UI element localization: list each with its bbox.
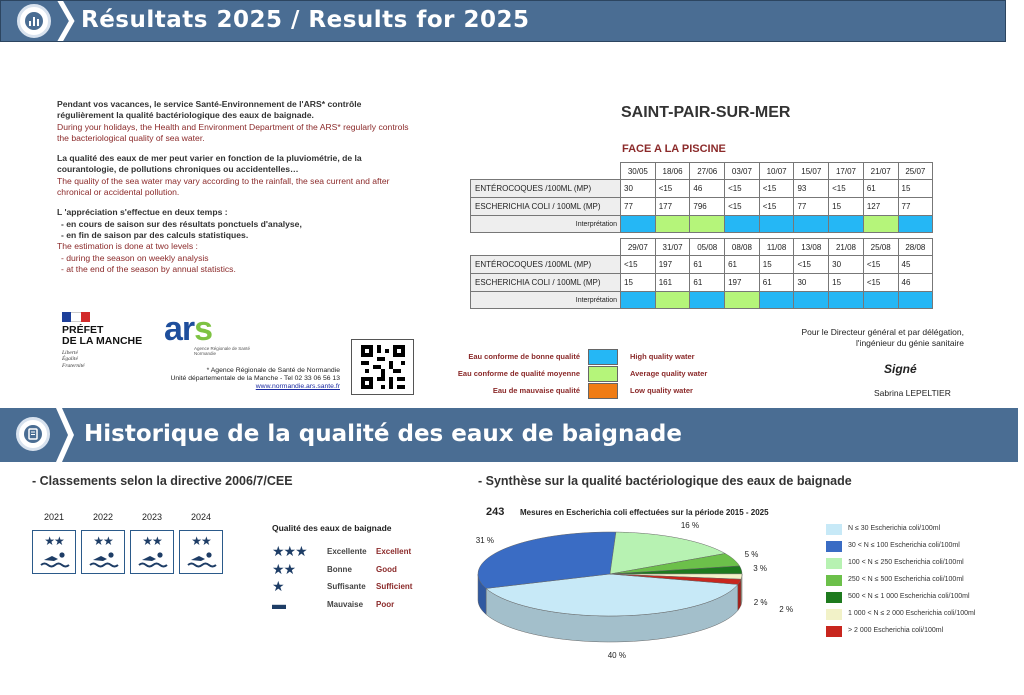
- pie-legend-label: > 2 000 Escherichia coli/100ml: [848, 627, 944, 634]
- stars-icon: ★★: [142, 534, 162, 548]
- intro-p3-fr-1: - en cours de saison sur des résultats ponctuels d'analyse,: [61, 218, 302, 229]
- entero-label: ENTÉROCOQUES /100ML (MP): [471, 256, 621, 274]
- quality-en: Poor: [376, 599, 395, 609]
- signatory-name: Sabrina LEPELTIER: [874, 388, 951, 398]
- date-cell: 30/05: [621, 163, 656, 180]
- interp-cell: [725, 292, 760, 309]
- pie-title: Mesures en Escherichia coli effectuées sur la période 2015 - 2025: [520, 508, 769, 517]
- intro-p2-en: The quality of the sea water may vary according to the rainfall, the sea current and after chronical or accidental pollution.: [57, 175, 390, 198]
- date-cell: 10/07: [759, 163, 794, 180]
- interp-cell: [725, 216, 760, 233]
- pie-slice-label: 16 %: [680, 521, 700, 531]
- year-label: 2023: [141, 512, 163, 522]
- date-cell: 21/07: [863, 163, 898, 180]
- quality-fr: Suffisante: [327, 582, 366, 591]
- ecoli-value: 77: [621, 198, 656, 216]
- quality-swatch: [588, 349, 618, 365]
- quality-legend-en: Average quality water: [630, 369, 708, 378]
- ecoli-value: 197: [725, 274, 760, 292]
- entero-value: <15: [621, 256, 656, 274]
- swimmer-icon: [187, 551, 217, 569]
- date-cell: 28/08: [898, 239, 933, 256]
- quality-legend-row: [430, 349, 730, 365]
- signed-label: Signé: [884, 362, 917, 376]
- interp-label: Interprétation: [471, 216, 621, 233]
- results-table-1: [470, 162, 933, 233]
- pie-slice-label: 40 %: [607, 650, 626, 660]
- date-cell: 25/08: [863, 239, 898, 256]
- entero-value: 30: [829, 256, 864, 274]
- ecoli-value: 61: [759, 274, 794, 292]
- entero-value: 61: [725, 256, 760, 274]
- ecoli-value: <15: [759, 198, 794, 216]
- quality-swatch: [588, 383, 618, 399]
- synthese-title: - Synthèse sur la qualité bactériologique des eaux de baignade: [478, 474, 852, 488]
- entero-value: 45: [898, 256, 933, 274]
- stars-icon: ★★: [44, 534, 64, 548]
- results-banner: [0, 0, 1006, 42]
- entero-value: 15: [898, 180, 933, 198]
- ecoli-value: 77: [898, 198, 933, 216]
- prefet-logo-text: PRÉFET DE LA MANCHE: [62, 324, 143, 347]
- entero-value: 197: [655, 256, 690, 274]
- intro-text: [57, 99, 417, 284]
- intro-p3-en: The estimation is done at two levels :: [57, 241, 198, 252]
- year-ranking-badge: [130, 530, 174, 574]
- quality-legend-fr: Eau de mauvaise qualité: [492, 386, 580, 395]
- chart-icon: [17, 4, 51, 38]
- date-cell: 03/07: [725, 163, 760, 180]
- intro-p3-en-1: - during the season on weekly analysis: [61, 252, 209, 263]
- interp-label: Interprétation: [471, 292, 621, 309]
- pie-legend-item: [826, 607, 1016, 623]
- quality-legend-en: High quality water: [630, 352, 695, 361]
- date-cell: 15/07: [794, 163, 829, 180]
- quality-fr: Excellente: [327, 547, 367, 556]
- pie-legend-swatch: [826, 575, 842, 586]
- ecoli-value: <15: [725, 198, 760, 216]
- entero-value: 61: [863, 180, 898, 198]
- interp-cell: [863, 292, 898, 309]
- ecoli-value: 177: [655, 198, 690, 216]
- interp-cell: [898, 292, 933, 309]
- entero-value: 61: [690, 256, 725, 274]
- pie-slice-label: 5 %: [744, 549, 759, 559]
- devise: Liberté Égalité Fraternité: [62, 350, 85, 369]
- entero-value: 93: [794, 180, 829, 198]
- qr-code-icon[interactable]: [351, 339, 414, 395]
- french-flag-icon: [62, 312, 90, 322]
- measure-count: 243: [486, 506, 505, 518]
- interp-cell: [794, 216, 829, 233]
- intro-p3-fr-2: - en fin de saison par des calculs statistiques.: [61, 229, 249, 240]
- date-cell: 13/08: [794, 239, 829, 256]
- date-cell: 31/07: [655, 239, 690, 256]
- quality-en: Good: [376, 564, 397, 574]
- bathing-quality-row: [272, 545, 422, 559]
- date-cell: 21/08: [829, 239, 864, 256]
- pie-legend-label: 1 000 < N ≤ 2 000 Escherichia coli/100ml: [848, 610, 976, 617]
- entero-value: 30: [621, 180, 656, 198]
- pie-legend-swatch: [826, 524, 842, 535]
- ecoli-value: 77: [794, 198, 829, 216]
- signature-block: [740, 327, 964, 349]
- ecoli-value: 127: [863, 198, 898, 216]
- date-cell: 29/07: [621, 239, 656, 256]
- quality-stars-icon: ★★★: [272, 543, 307, 559]
- pie-legend-label: 30 < N ≤ 100 Escherichia coli/100ml: [848, 542, 960, 549]
- pie-legend-swatch: [826, 592, 842, 603]
- interp-cell: [794, 292, 829, 309]
- pie-legend-item: [826, 556, 1016, 572]
- pie-legend-label: N ≤ 30 Escherichia coli/100ml: [848, 525, 941, 532]
- quality-stars-icon: ★★: [272, 560, 296, 577]
- swimmer-icon: [89, 551, 119, 569]
- interp-cell: [898, 216, 933, 233]
- interp-cell: [829, 216, 864, 233]
- quality-legend-row: [430, 383, 730, 399]
- interp-cell: [759, 216, 794, 233]
- intro-p3-fr: L 'appréciation s'effectue en deux temps :: [57, 207, 228, 218]
- banner-chevron-icon: [56, 408, 74, 462]
- ecoli-label: ESCHERICHIA COLI / 100ML (MP): [471, 198, 621, 216]
- results-title: Résultats 2025 / Results for 2025: [81, 7, 530, 33]
- ecoli-value: 15: [621, 274, 656, 292]
- pie-slice-label: 31 %: [475, 535, 494, 545]
- ars-info: * Agence Régionale de Santé de Normandie Unité départementale de la Manche - Tel 02 33 06 56 13 www.normandie.ars.sante.fr: [170, 367, 340, 391]
- year-ranking-badge: [179, 530, 223, 574]
- year-ranking-badge: [81, 530, 125, 574]
- entero-value: <15: [794, 256, 829, 274]
- ecoli-value: 46: [898, 274, 933, 292]
- ecoli-value: 15: [829, 198, 864, 216]
- pie-legend-item: [826, 590, 1016, 606]
- ecoli-value: 15: [829, 274, 864, 292]
- entero-value: 46: [690, 180, 725, 198]
- quality-legend-en: Low quality water: [630, 386, 693, 395]
- date-cell: 25/07: [898, 163, 933, 180]
- swimmer-icon: [40, 551, 70, 569]
- signature-line1: Pour le Directeur général et par délégation,: [801, 327, 964, 337]
- pie-legend-item: [826, 539, 1016, 555]
- bathing-quality-row: [272, 595, 422, 612]
- pie-legend-swatch: [826, 626, 842, 637]
- interp-cell: [655, 216, 690, 233]
- classements-title: - Classements selon la directive 2006/7/CEE: [32, 474, 293, 488]
- ecoli-value: 61: [690, 274, 725, 292]
- entero-value: <15: [759, 180, 794, 198]
- interp-cell: [621, 216, 656, 233]
- pie-legend-item: [826, 522, 1016, 538]
- pie-legend-swatch: [826, 558, 842, 569]
- pie-legend-label: 500 < N ≤ 1 000 Escherichia coli/100ml: [848, 593, 970, 600]
- quality-fr: Mauvaise: [327, 599, 364, 609]
- date-cell: 11/08: [759, 239, 794, 256]
- interp-cell: [829, 292, 864, 309]
- ecoli-value: 161: [655, 274, 690, 292]
- ecoli-pie-chart: [470, 522, 790, 672]
- date-cell: 08/08: [725, 239, 760, 256]
- pie-slice-label: 3 %: [753, 563, 768, 573]
- quality-fr: Bonne: [327, 564, 352, 574]
- ecoli-value: 796: [690, 198, 725, 216]
- entero-value: <15: [725, 180, 760, 198]
- quality-legend-row: [430, 366, 730, 382]
- intro-p1-fr: Pendant vos vacances, le service Santé-Environnement de l'ARS* contrôle régulièrement la qualité bactériologique des eaux de baignade.: [57, 99, 362, 121]
- banner-chevron-icon: [57, 1, 75, 41]
- pie-legend-item: [826, 573, 1016, 589]
- bathing-quality-legend-title: Qualité des eaux de baignade: [272, 523, 392, 533]
- pie-legend-label: 100 < N ≤ 250 Escherichia coli/100ml: [848, 559, 964, 566]
- pie-legend-swatch: [826, 609, 842, 620]
- entero-value: <15: [829, 180, 864, 198]
- interp-cell: [690, 216, 725, 233]
- date-cell: 17/07: [829, 163, 864, 180]
- ecoli-value: 30: [794, 274, 829, 292]
- date-cell: 05/08: [690, 239, 725, 256]
- stars-icon: ★★: [191, 534, 211, 548]
- ecoli-value: <15: [863, 274, 898, 292]
- stars-icon: ★★: [93, 534, 113, 548]
- year-label: 2022: [92, 512, 114, 522]
- ars-logo: ars Agence Régionale de Santé Normandie: [164, 310, 251, 356]
- year-ranking-badge: [32, 530, 76, 574]
- entero-value: 15: [759, 256, 794, 274]
- interp-cell: [690, 292, 725, 309]
- history-title: Historique de la qualité des eaux de baignade: [84, 421, 682, 447]
- city-name: SAINT-PAIR-SUR-MER: [621, 104, 791, 121]
- results-table-2: [470, 238, 933, 309]
- history-banner: [0, 408, 1018, 462]
- interp-cell: [621, 292, 656, 309]
- pie-slice-label: 2 %: [753, 598, 768, 608]
- pie-legend-label: 250 < N ≤ 500 Escherichia coli/100ml: [848, 576, 964, 583]
- entero-value: <15: [655, 180, 690, 198]
- entero-value: <15: [863, 256, 898, 274]
- pie-legend-item: [826, 624, 1016, 640]
- year-label: 2021: [43, 512, 65, 522]
- pie-legend-swatch: [826, 541, 842, 552]
- quality-en: Sufficient: [376, 582, 413, 591]
- quality-legend-fr: Eau conforme de qualité moyenne: [457, 369, 580, 378]
- quality-legend-fr: Eau conforme de bonne qualité: [468, 352, 580, 361]
- pie-slice-label: 2 %: [779, 605, 794, 615]
- quality-stars-icon: ▬: [272, 595, 285, 612]
- swimmer-icon: [138, 551, 168, 569]
- intro-p3-en-2: - at the end of the season by annual statistics.: [61, 263, 236, 274]
- interp-cell: [863, 216, 898, 233]
- year-label: 2024: [190, 512, 212, 522]
- ars-website-link[interactable]: www.normandie.ars.sante.fr: [255, 383, 340, 391]
- intro-p1-en: During your holidays, the Health and Environment Department of the ARS* regularly controls the bacteriological quality of sea water.: [57, 121, 409, 143]
- ecoli-label: ESCHERICHIA COLI / 100ML (MP): [471, 274, 621, 292]
- entero-label: ENTÉROCOQUES /100ML (MP): [471, 180, 621, 198]
- quality-swatch: [588, 366, 618, 382]
- date-cell: 27/06: [690, 163, 725, 180]
- bathing-quality-row: [272, 560, 422, 577]
- intro-p2-fr: La qualité des eaux de mer peut varier en fonction de la pluviométrie, de la courantologie, de pollutions chroniques ou accidentelles…: [57, 153, 362, 175]
- date-cell: 18/06: [655, 163, 690, 180]
- site-name: FACE A LA PISCINE: [622, 143, 726, 155]
- signature-line2: l'ingénieur du génie sanitaire: [856, 338, 964, 348]
- document-icon: [16, 417, 50, 451]
- interp-cell: [655, 292, 690, 309]
- quality-en: Excellent: [376, 547, 412, 556]
- bathing-quality-row: [272, 580, 422, 594]
- interp-cell: [759, 292, 794, 309]
- quality-stars-icon: ★: [272, 578, 284, 594]
